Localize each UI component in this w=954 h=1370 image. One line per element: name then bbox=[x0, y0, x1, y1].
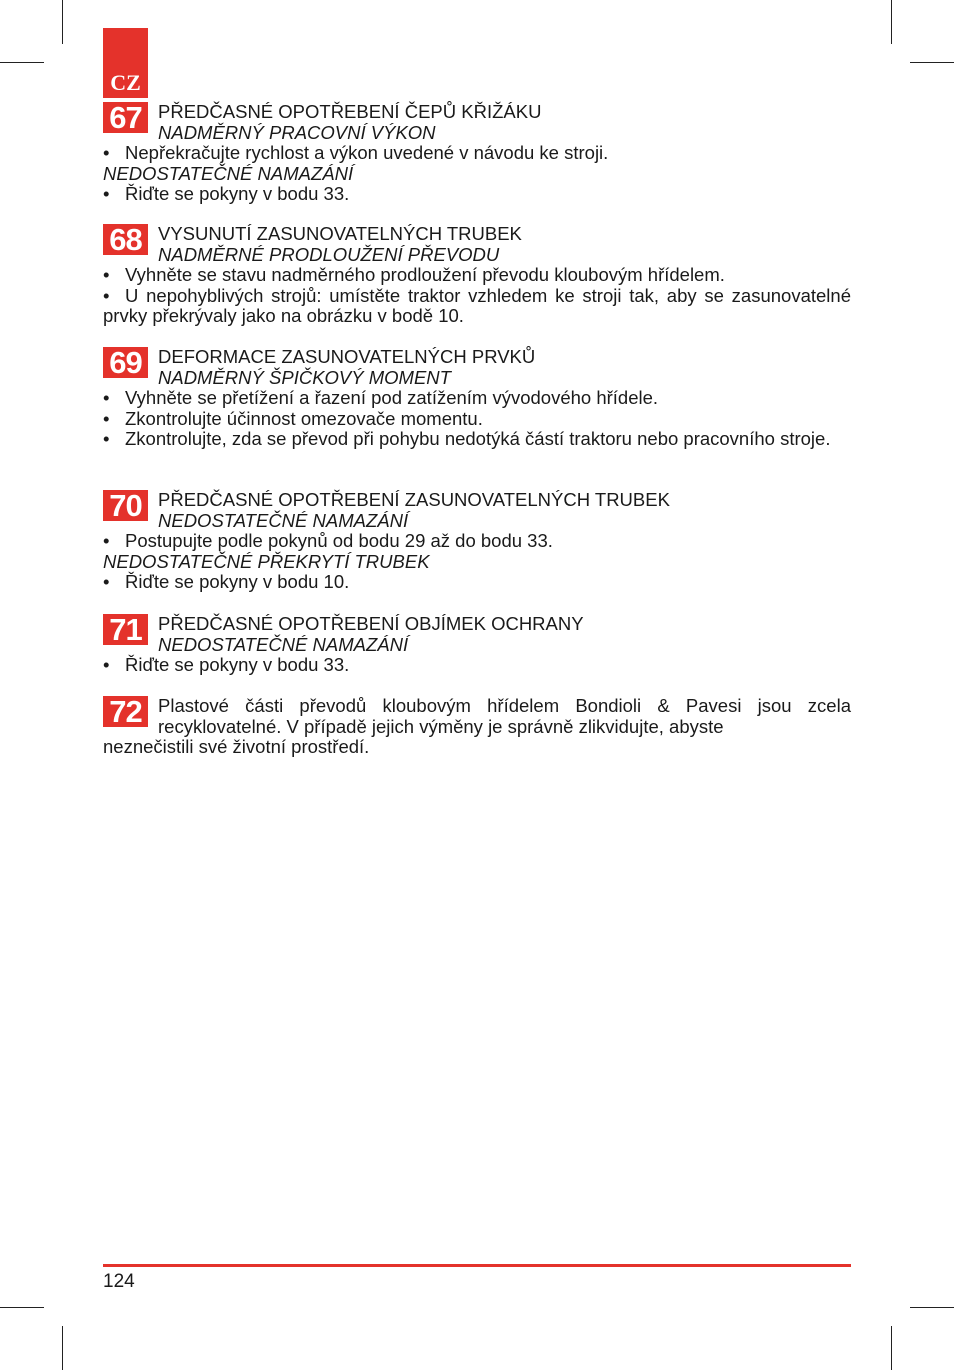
crop-mark bbox=[891, 0, 892, 44]
crop-mark bbox=[891, 1326, 892, 1370]
footer-rule bbox=[103, 1264, 851, 1267]
bullet-item: • Nepřekračujte rychlost a výkon uvedené v návodu ke stroji. bbox=[103, 143, 851, 164]
bullet-item: • Vyhněte se přetížení a řazení pod zatížením vývodového hřídele. bbox=[103, 388, 851, 409]
bullet-item: • Zkontrolujte, zda se převod při pohybu nedotýká částí traktoru nebo pracovního stroje. bbox=[103, 429, 851, 450]
section-69 bbox=[103, 347, 851, 450]
section-cause: NADMĚRNÝ ŠPIČKOVÝ MOMENT bbox=[158, 366, 451, 388]
section-68 bbox=[103, 224, 851, 327]
section-number-badge: 72 bbox=[103, 696, 148, 727]
bullet-item: • Řiďte se pokyny v bodu 10. bbox=[103, 572, 851, 593]
section-number-badge: 69 bbox=[103, 347, 148, 378]
bullet-item: • Řiďte se pokyny v bodu 33. bbox=[103, 655, 851, 676]
section-70 bbox=[103, 490, 851, 593]
bullet-item: • U nepohyblivých strojů: umístěte traktor vzhledem ke stroji tak, aby se zasunovatelné prvky překrývaly jako na obrázku v bodě 10. bbox=[103, 286, 851, 327]
crop-mark bbox=[62, 0, 63, 44]
paragraph-text: Plastové části převodů kloubovým hřídelem Bondioli & Pavesi jsou zcela recyklovatelné. V případě jejich výměny je správně zlikvidujte, abyste bbox=[158, 695, 851, 737]
section-number-badge: 71 bbox=[103, 614, 148, 645]
crop-mark bbox=[0, 1307, 44, 1308]
crop-mark bbox=[910, 1307, 954, 1308]
section-cause: NEDOSTATEČNÉ NAMAZÁNÍ bbox=[158, 509, 409, 531]
crop-mark bbox=[910, 62, 954, 63]
section-cause: NADMĚRNÉ PRODLOUŽENÍ PŘEVODU bbox=[158, 243, 500, 265]
section-number-badge: 70 bbox=[103, 490, 148, 521]
section-title: PŘEDČASNÉ OPOTŘEBENÍ OBJÍMEK OCHRANY bbox=[158, 613, 584, 634]
section-67 bbox=[103, 102, 851, 205]
bullet-item: • Řiďte se pokyny v bodu 33. bbox=[103, 184, 851, 205]
section-72 bbox=[103, 696, 851, 758]
crop-mark bbox=[62, 1326, 63, 1370]
section-title: PŘEDČASNÉ OPOTŘEBENÍ ČEPŮ KŘIŽÁKU bbox=[158, 101, 542, 122]
section-number-badge: 68 bbox=[103, 224, 148, 255]
section-title: DEFORMACE ZASUNOVATELNÝCH PRVKŮ bbox=[158, 346, 536, 367]
section-subcause: NEDOSTATEČNÉ NAMAZÁNÍ bbox=[103, 162, 354, 184]
page-number: 124 bbox=[103, 1271, 135, 1292]
section-heading bbox=[158, 347, 851, 388]
section-heading bbox=[158, 102, 851, 143]
section-title: PŘEDČASNÉ OPOTŘEBENÍ ZASUNOVATELNÝCH TRUBEK bbox=[158, 489, 670, 510]
language-code: CZ bbox=[110, 70, 141, 95]
language-tab bbox=[103, 28, 148, 98]
section-cause: NEDOSTATEČNÉ NAMAZÁNÍ bbox=[158, 633, 409, 655]
bullet-item: • Zkontrolujte účinnost omezovače momentu. bbox=[103, 409, 851, 430]
paragraph-text: neznečistili své životní prostředí. bbox=[103, 736, 370, 757]
section-cause: NADMĚRNÝ PRACOVNÍ VÝKON bbox=[158, 121, 436, 143]
section-title: VYSUNUTÍ ZASUNOVATELNÝCH TRUBEK bbox=[158, 223, 522, 244]
crop-mark bbox=[0, 62, 44, 63]
section-subcause: NEDOSTATEČNÉ PŘEKRYTÍ TRUBEK bbox=[103, 550, 430, 572]
section-71 bbox=[103, 614, 851, 676]
section-heading bbox=[158, 614, 851, 655]
bullet-item: • Postupujte podle pokynů od bodu 29 až do bodu 33. bbox=[103, 531, 851, 552]
section-heading bbox=[158, 490, 851, 531]
section-heading bbox=[158, 224, 851, 265]
bullet-item: • Vyhněte se stavu nadměrného prodloužení převodu kloubovým hřídelem. bbox=[103, 265, 851, 286]
section-number-badge: 67 bbox=[103, 102, 148, 133]
